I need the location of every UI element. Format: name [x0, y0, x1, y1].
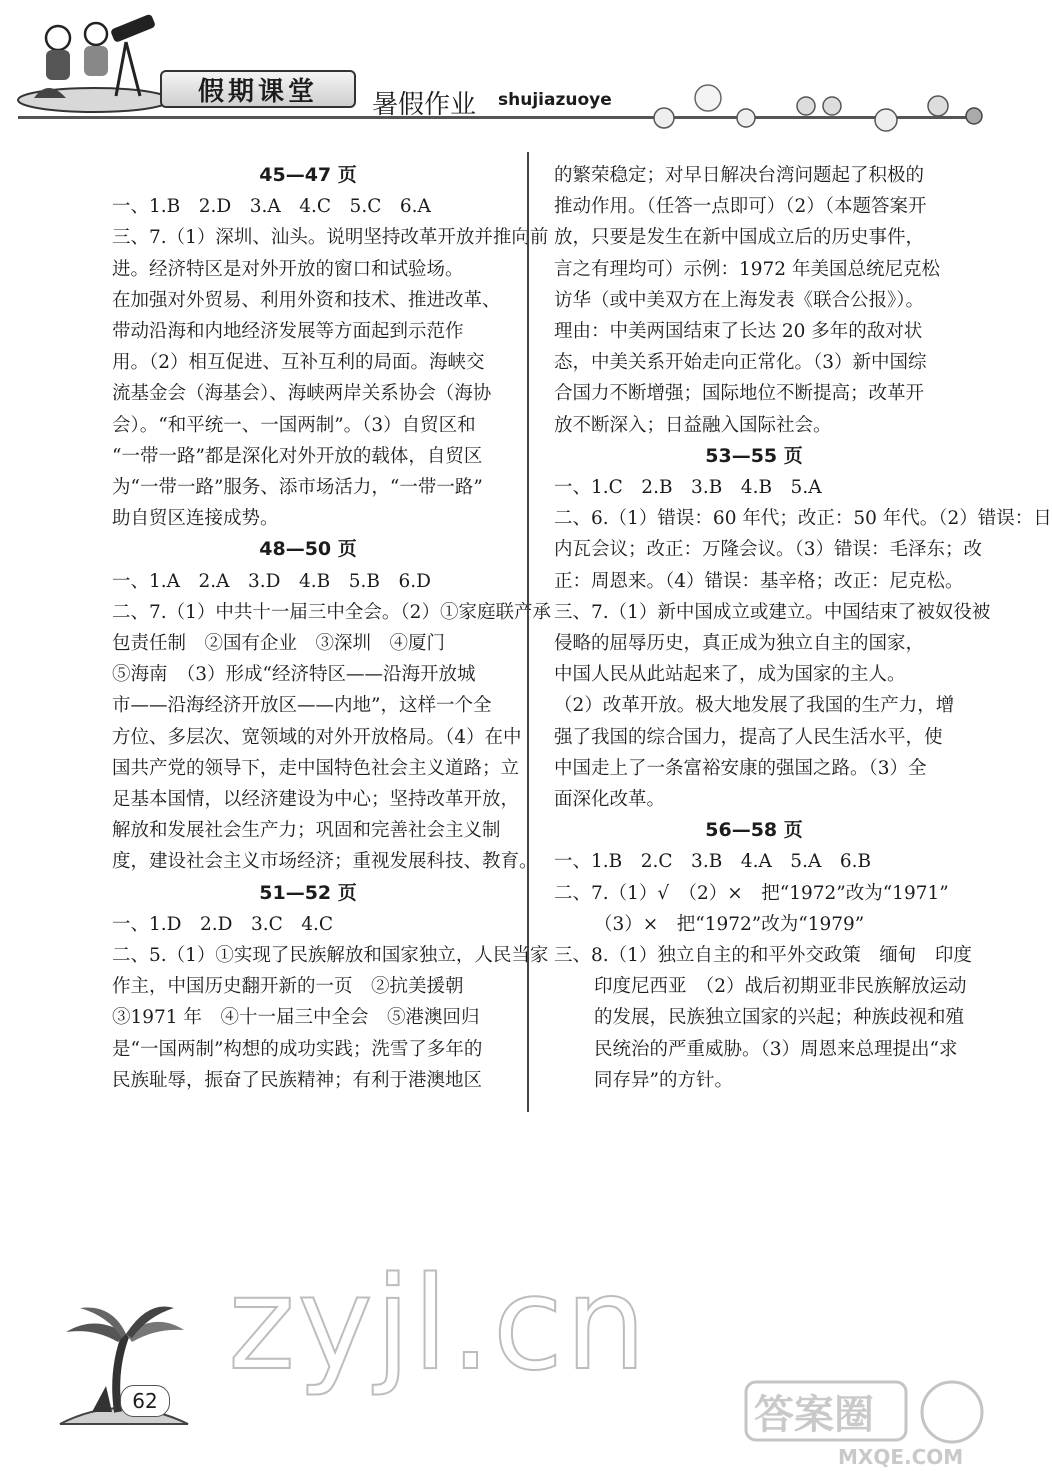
answer-line: 度，建设社会主义市场经济；重视发展科技、教育。 — [112, 851, 538, 873]
answer-line: 三、7.（1）深圳、汕头。说明坚持改革开放并推向前 — [112, 227, 549, 249]
answer-line: 的发展，民族独立国家的兴起；种族歧视和殖 — [594, 1007, 965, 1029]
answer-line: 放不断深入；日益融入国际社会。 — [554, 414, 832, 436]
answer-line: 一、1.B 2.C 3.B 4.A 5.A 6.B — [554, 851, 872, 873]
left-answer-column — [112, 160, 551, 1096]
answer-line: 解放和发展社会生产力；巩固和完善社会主义制 — [112, 820, 501, 842]
answer-line: 三、7.（1）新中国成立或建立。中国结束了被奴役被 — [554, 601, 991, 623]
answer-line: 足基本国情，以经济建设为中心；坚持改革开放， — [112, 789, 520, 811]
answer-line: 二、7.（1）中共十一届三中全会。（2）①家庭联产承 — [112, 601, 551, 623]
answer-line: 助自贸区连接成势。 — [112, 508, 279, 530]
section-51-52 — [112, 878, 549, 1096]
continued-answer — [554, 160, 954, 441]
answer-line: 作主，中国历史翻开新的一页 ②抗美援朝 — [112, 976, 464, 998]
section-45-47 — [112, 160, 549, 534]
answer-line: 内瓦会议；改正：万隆会议。（3）错误：毛泽东；改 — [554, 539, 983, 561]
answer-line: 包责任制 ②国有企业 ③深圳 ④厦门 — [112, 633, 446, 655]
answer-line: 面深化改革。 — [554, 789, 666, 811]
answer-line: 方位、多层次、宽领域的对外开放格局。（4）在中 — [112, 726, 522, 748]
cartoon-kids-telescope-icon — [14, 12, 170, 112]
answer-line: 一、1.A 2.A 3.D 4.B 5.B 6.D — [112, 570, 431, 592]
answer-line: 理由：中美两国结束了长达 20 多年的敌对状 — [554, 321, 923, 343]
logo-url: MXQE.COM — [838, 1445, 964, 1469]
answer-line: （3）× 把“1972”改为“1979” — [594, 913, 865, 935]
answer-line: 二、6.（1）错误：60 年代；改正：50 年代。（2）错误：日 — [554, 508, 1052, 530]
answer-line: 会）。“和平统一、一国两制”。（3）自贸区和 — [112, 414, 476, 436]
answer-line: ⑤海南 （3）形成“经济特区——沿海开放城 — [112, 664, 476, 686]
answer-line: 民族耻辱，振奋了民族精神；有利于港澳地区 — [112, 1069, 483, 1091]
answer-line: 用。（2）相互促进、互补互利的局面。海峡交 — [112, 352, 485, 374]
answer-line: 放，只要是发生在新中国成立后的历史事件， — [554, 227, 925, 249]
section-48-50 — [112, 534, 551, 877]
answer-line: 中国人民从此站起来了，成为国家的主人。 — [554, 664, 906, 686]
answer-line: 在加强对外贸易、利用外资和技术、推进改革、 — [112, 289, 501, 311]
answer-line: 正：周恩来。（4）错误：基辛格；改正：尼克松。 — [554, 570, 964, 592]
answer-line: 同存异”的方针。 — [594, 1069, 733, 1091]
section-56-58 — [554, 815, 972, 1096]
answer-line: （2）改革开放。极大地发展了我国的生产力，增 — [554, 695, 955, 717]
answer-line: 态，中美关系开始走向正常化。（3）新中国综 — [554, 352, 927, 374]
answer-line: 合国力不断增强；国际地位不断提高；改革开 — [554, 383, 925, 405]
answer-line: 带动沿海和内地经济发展等方面起到示范作 — [112, 321, 464, 343]
logo-text: 答案圈 — [754, 1392, 874, 1438]
answer-line: 是“一国两制”构想的成功实践；洗雪了多年的 — [112, 1038, 483, 1060]
answer-line: 二、5.（1）①实现了民族解放和国家独立，人民当家 — [112, 945, 549, 967]
answer-line: 一、1.C 2.B 3.B 4.B 5.A — [554, 477, 822, 499]
answer-line: 中国走上了一条富裕安康的强国之路。（3）全 — [554, 757, 927, 779]
site-logo — [742, 1378, 992, 1468]
answer-line: 二、7.（1）√ （2）× 把“1972”改为“1971” — [554, 882, 949, 904]
answer-line: 为“一带一路”服务、添市场活力，“一带一路” — [112, 477, 483, 499]
answer-line: 三、8.（1）独立自主的和平外交政策 缅甸 印度 — [554, 945, 972, 967]
answer-line: 的繁荣稳定；对早日解决台湾问题起了积极的 — [554, 165, 925, 186]
answer-line: “一带一路”都是深化对外开放的载体，自贸区 — [112, 445, 483, 467]
answer-line: 强了我国的综合国力，提高了人民生活水平，使 — [554, 726, 943, 748]
answer-line: 侵略的屈辱历史，真正成为独立自主的国家， — [554, 633, 925, 655]
answer-line: ③1971 年 ④十一届三中全会 ⑤港澳回归 — [112, 1007, 480, 1029]
section-title: 51—52 页 — [259, 881, 357, 904]
header-title: 暑假作业 — [372, 90, 477, 120]
answer-line: 一、1.B 2.D 3.A 4.C 5.C 6.A — [112, 196, 431, 218]
section-title: 53—55 页 — [705, 444, 803, 467]
answer-line: 一、1.D 2.D 3.C 4.C — [112, 913, 334, 935]
decorative-bubbles-icon — [650, 84, 986, 134]
right-answer-column — [554, 160, 1052, 1096]
page-number: 62 — [120, 1385, 170, 1417]
watermark-text: zyjl.cn — [228, 1250, 649, 1399]
section-53-55 — [554, 441, 1052, 815]
column-divider — [527, 152, 529, 1112]
answer-line: 国共产党的领导下，走中国特色社会主义道路；立 — [112, 757, 520, 779]
section-title: 45—47 页 — [259, 164, 357, 186]
brand-label: 假期课堂 — [160, 70, 356, 108]
answer-line: 流基金会（海基会）、海峡两岸关系协会（海协 — [112, 383, 492, 405]
section-title: 48—50 页 — [259, 538, 357, 561]
header-pinyin: shujiazuoye — [498, 90, 612, 110]
answer-line: 民统治的严重威胁。（3）周恩来总理提出“求 — [594, 1038, 958, 1060]
section-title: 56—58 页 — [705, 819, 803, 842]
answer-line: 印度尼西亚 （2）战后初期亚非民族解放运动 — [594, 976, 967, 998]
answer-line: 市——沿海经济开放区——内地”，这样一个全 — [112, 695, 492, 717]
answer-line: 进。经济特区是对外开放的窗口和试验场。 — [112, 258, 464, 280]
answer-line: 访华（或中美双方在上海发表《联合公报》）。 — [554, 289, 925, 311]
page-header — [0, 0, 1000, 160]
answer-line: 推动作用。（任答一点即可）（2）（本题答案开 — [554, 196, 927, 218]
answer-line: 言之有理均可）示例：1972 年美国总统尼克松 — [554, 258, 940, 280]
